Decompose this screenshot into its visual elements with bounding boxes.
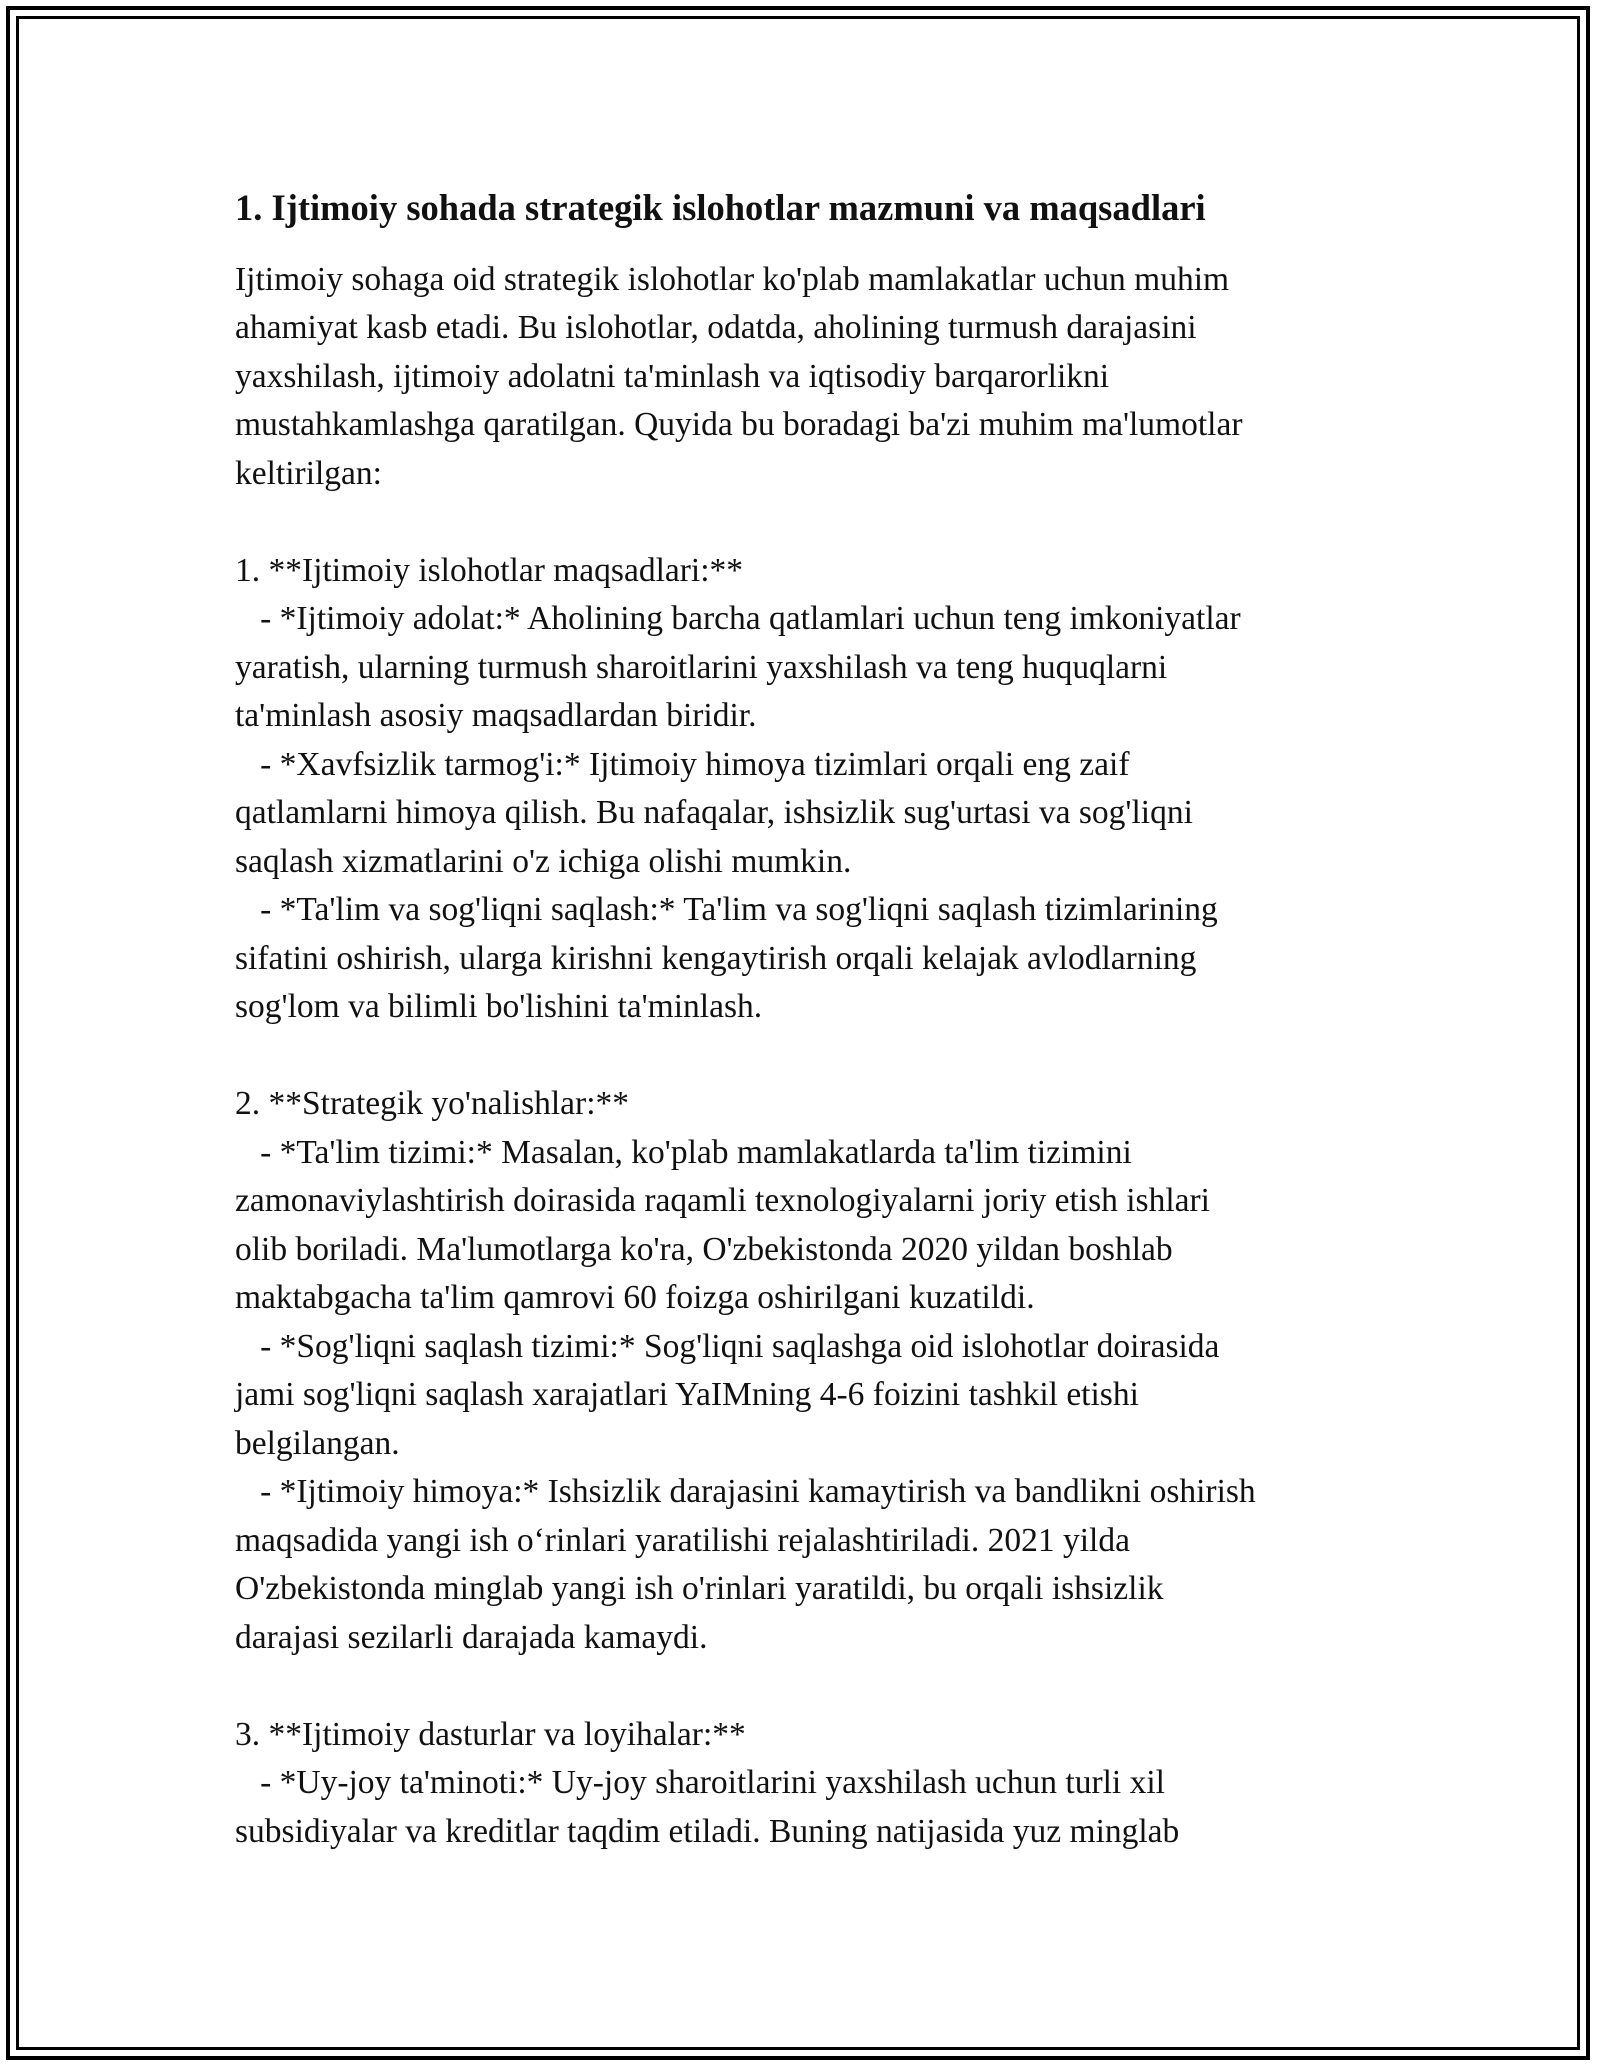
text-line: - *Sog'liqni saqlash tizimi:* Sog'liqni saqlashga oid islohotlar doirasida: [235, 1327, 1220, 1365]
blank-line: [235, 1662, 1375, 1711]
text-line: olib boriladi. Ma'lumotlarga ko'ra, O'zbekistonda 2020 yildan boshlab: [235, 1230, 1173, 1268]
text-line: qatlamlarni himoya qilish. Bu nafaqalar, ishsizlik sug'urtasi va sog'liqni: [235, 794, 1193, 832]
text-line: zamonaviylashtirish doirasida raqamli texnologiyalarni joriy etish ishlari: [235, 1182, 1210, 1220]
section-heading: 1. Ijtimoiy sohada strategik islohotlar mazmuni va maqsadlari: [235, 187, 1206, 228]
text-line: 1. **Ijtimoiy islohotlar maqsadlari:**: [235, 551, 744, 589]
text-line: sifatini oshirish, ularga kirishni kengaytirish orqali kelajak avlodlarning: [235, 939, 1197, 977]
text-line: - *Ta'lim va sog'liqni saqlash:* Ta'lim va sog'liqni saqlash tizimlarining: [235, 891, 1218, 929]
text-line: subsidiyalar va kreditlar taqdim etiladi. Buning natijasida yuz minglab: [235, 1812, 1180, 1850]
text-line: - *Ijtimoiy himoya:* Ishsizlik darajasini kamaytirish va bandlikni oshirish: [235, 1473, 1256, 1511]
text-line: 3. **Ijtimoiy dasturlar va loyihalar:**: [235, 1715, 746, 1753]
text-line: maktabgacha ta'lim qamrovi 60 foizga oshirilgani kuzatildi.: [235, 1279, 1035, 1317]
text-line: maqsadida yangi ish o‘rinlari yaratilishi rejalashtiriladi. 2021 yilda: [235, 1521, 1130, 1559]
text-line: keltirilgan:: [235, 454, 382, 492]
text-line: - *Uy-joy ta'minoti:* Uy-joy sharoitlarini yaxshilash uchun turli xil: [235, 1764, 1165, 1802]
text-line: ahamiyat kasb etadi. Bu islohotlar, odatda, aholining turmush darajasini: [235, 309, 1197, 347]
text-line: sog'lom va bilimli bo'lishini ta'minlash.: [235, 988, 763, 1026]
text-line: yaratish, ularning turmush sharoitlarini yaxshilash va teng huquqlarni: [235, 648, 1168, 686]
text-line: O'zbekistonda minglab yangi ish o'rinlari yaratildi, bu orqali ishsizlik: [235, 1570, 1164, 1608]
blank-line: [235, 498, 1375, 547]
text-line: darajasi sezilarli darajada kamaydi.: [235, 1618, 708, 1656]
text-line: - *Xavfsizlik tarmog'i:* Ijtimoiy himoya tizimlari orqali eng zaif: [235, 745, 1130, 783]
text-line: Ijtimoiy sohaga oid strategik islohotlar ko'plab mamlakatlar uchun muhim: [235, 260, 1230, 298]
paragraph-text: [235, 256, 1375, 1857]
text-line: jami sog'liqni saqlash xarajatlari YaIMning 4-6 foizini tashkil etishi: [235, 1376, 1139, 1414]
text-line: belgilangan.: [235, 1424, 400, 1462]
text-line: saqlash xizmatlarini o'z ichiga olishi mumkin.: [235, 842, 852, 880]
text-line: mustahkamlashga qaratilgan. Quyida bu boradagi ba'zi muhim ma'lumotlar: [235, 406, 1243, 444]
text-line: - *Ta'lim tizimi:* Masalan, ko'plab mamlakatlarda ta'lim tizimini: [235, 1133, 1132, 1171]
text-line: ta'minlash asosiy maqsadlardan biridir.: [235, 697, 757, 735]
blank-line: [235, 1032, 1375, 1081]
text-line: 2. **Strategik yo'nalishlar:**: [235, 1085, 630, 1123]
text-line: - *Ijtimoiy adolat:* Aholining barcha qatlamlari uchun teng imkoniyatlar: [235, 600, 1241, 638]
text-line: yaxshilash, ijtimoiy adolatni ta'minlash va iqtisodiy barqarorlikni: [235, 357, 1110, 395]
document-body: [235, 186, 1375, 1856]
